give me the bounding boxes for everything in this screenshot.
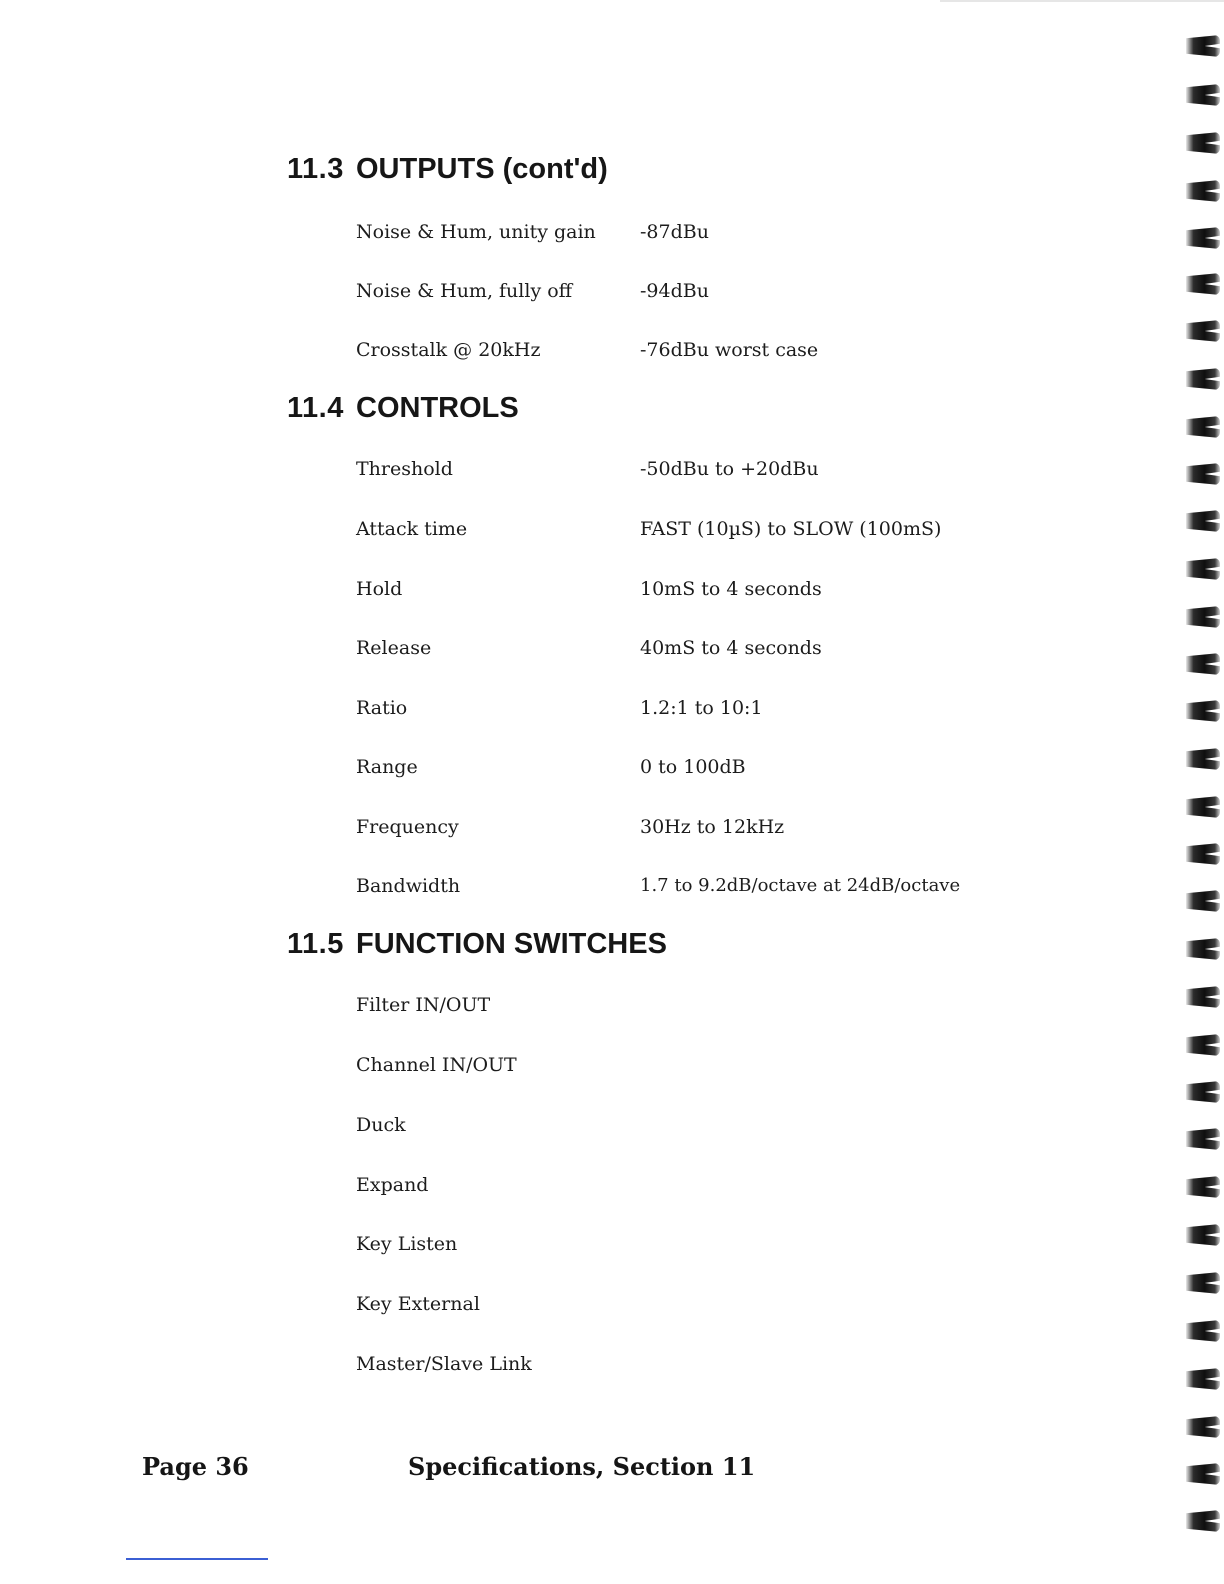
section-title: FUNCTION SWITCHES	[356, 928, 667, 960]
spec-label: Bandwidth	[356, 875, 461, 897]
spec-value: -94dBu	[640, 280, 709, 302]
binding-coil	[1186, 606, 1220, 628]
spec-value: 30Hz to 12kHz	[640, 816, 785, 838]
switch-label: Expand	[356, 1174, 429, 1196]
binding-coil	[1186, 890, 1220, 912]
binding-coil	[1186, 1034, 1220, 1056]
binding-coil	[1186, 1320, 1220, 1342]
switch-label: Filter IN/OUT	[356, 994, 491, 1016]
binding-coil	[1186, 1416, 1220, 1438]
switch-label: Master/Slave Link	[356, 1353, 532, 1375]
spec-label: Crosstalk @ 20kHz	[356, 339, 541, 361]
spec-label: Noise & Hum, fully off	[356, 280, 573, 302]
spec-value: -76dBu worst case	[640, 339, 819, 361]
section-title: CONTROLS	[356, 392, 519, 424]
binding-coil	[1186, 700, 1220, 722]
spec-label: Frequency	[356, 816, 459, 838]
spec-label: Range	[356, 756, 418, 778]
spec-value: 1.2:1 to 10:1	[640, 697, 763, 719]
switch-label: Channel IN/OUT	[356, 1054, 517, 1076]
spec-label: Release	[356, 637, 432, 659]
binding-coil	[1186, 132, 1220, 154]
binding-coil	[1186, 1272, 1220, 1294]
footer-section-title: Specifications, Section 11	[408, 1452, 756, 1481]
binding-coil	[1186, 416, 1220, 438]
binding-coil	[1186, 273, 1220, 295]
binding-coil	[1186, 1081, 1220, 1103]
binding-coil	[1186, 35, 1220, 57]
binding-coil	[1186, 1176, 1220, 1198]
section-number: 11.5	[287, 928, 344, 960]
spec-value: -87dBu	[640, 221, 709, 243]
section-title: OUTPUTS (cont'd)	[356, 153, 608, 185]
section-number: 11.3	[287, 153, 344, 185]
scan-edge-line	[126, 1558, 268, 1560]
binding-coil	[1186, 558, 1220, 580]
binding-coil	[1186, 320, 1220, 342]
binding-coil	[1186, 227, 1220, 249]
spec-label: Hold	[356, 578, 403, 600]
binding-coil	[1186, 843, 1220, 865]
spec-value: 40mS to 4 seconds	[640, 637, 822, 659]
switch-label: Duck	[356, 1114, 406, 1136]
spec-label: Threshold	[356, 458, 453, 480]
spec-value: FAST (10µS) to SLOW (100mS)	[640, 518, 942, 540]
switch-label: Key Listen	[356, 1233, 458, 1255]
spec-value: 0 to 100dB	[640, 756, 746, 778]
binding-coil	[1186, 938, 1220, 960]
binding-coil	[1186, 1463, 1220, 1485]
binding-coil	[1186, 84, 1220, 106]
binding-coil	[1186, 510, 1220, 532]
spec-value: -50dBu to +20dBu	[640, 458, 819, 480]
switch-label: Key External	[356, 1293, 480, 1315]
binding-coil	[1186, 1510, 1220, 1532]
section-number: 11.4	[287, 392, 344, 424]
binding-coil	[1186, 1128, 1220, 1150]
page-number: Page 36	[142, 1452, 249, 1481]
binding-coil	[1186, 748, 1220, 770]
spec-value: 1.7 to 9.2dB/octave at 24dB/octave	[640, 875, 961, 896]
spec-value: 10mS to 4 seconds	[640, 578, 822, 600]
spec-label: Attack time	[356, 518, 468, 540]
spec-label: Ratio	[356, 697, 408, 719]
binding-coil	[1186, 796, 1220, 818]
binding-coil	[1186, 463, 1220, 485]
binding-coil	[1186, 986, 1220, 1008]
spiral-binding	[1182, 0, 1224, 1584]
binding-coil	[1186, 1368, 1220, 1390]
binding-coil	[1186, 368, 1220, 390]
binding-coil	[1186, 653, 1220, 675]
binding-coil	[1186, 1224, 1220, 1246]
spec-label: Noise & Hum, unity gain	[356, 221, 596, 243]
binding-coil	[1186, 180, 1220, 202]
